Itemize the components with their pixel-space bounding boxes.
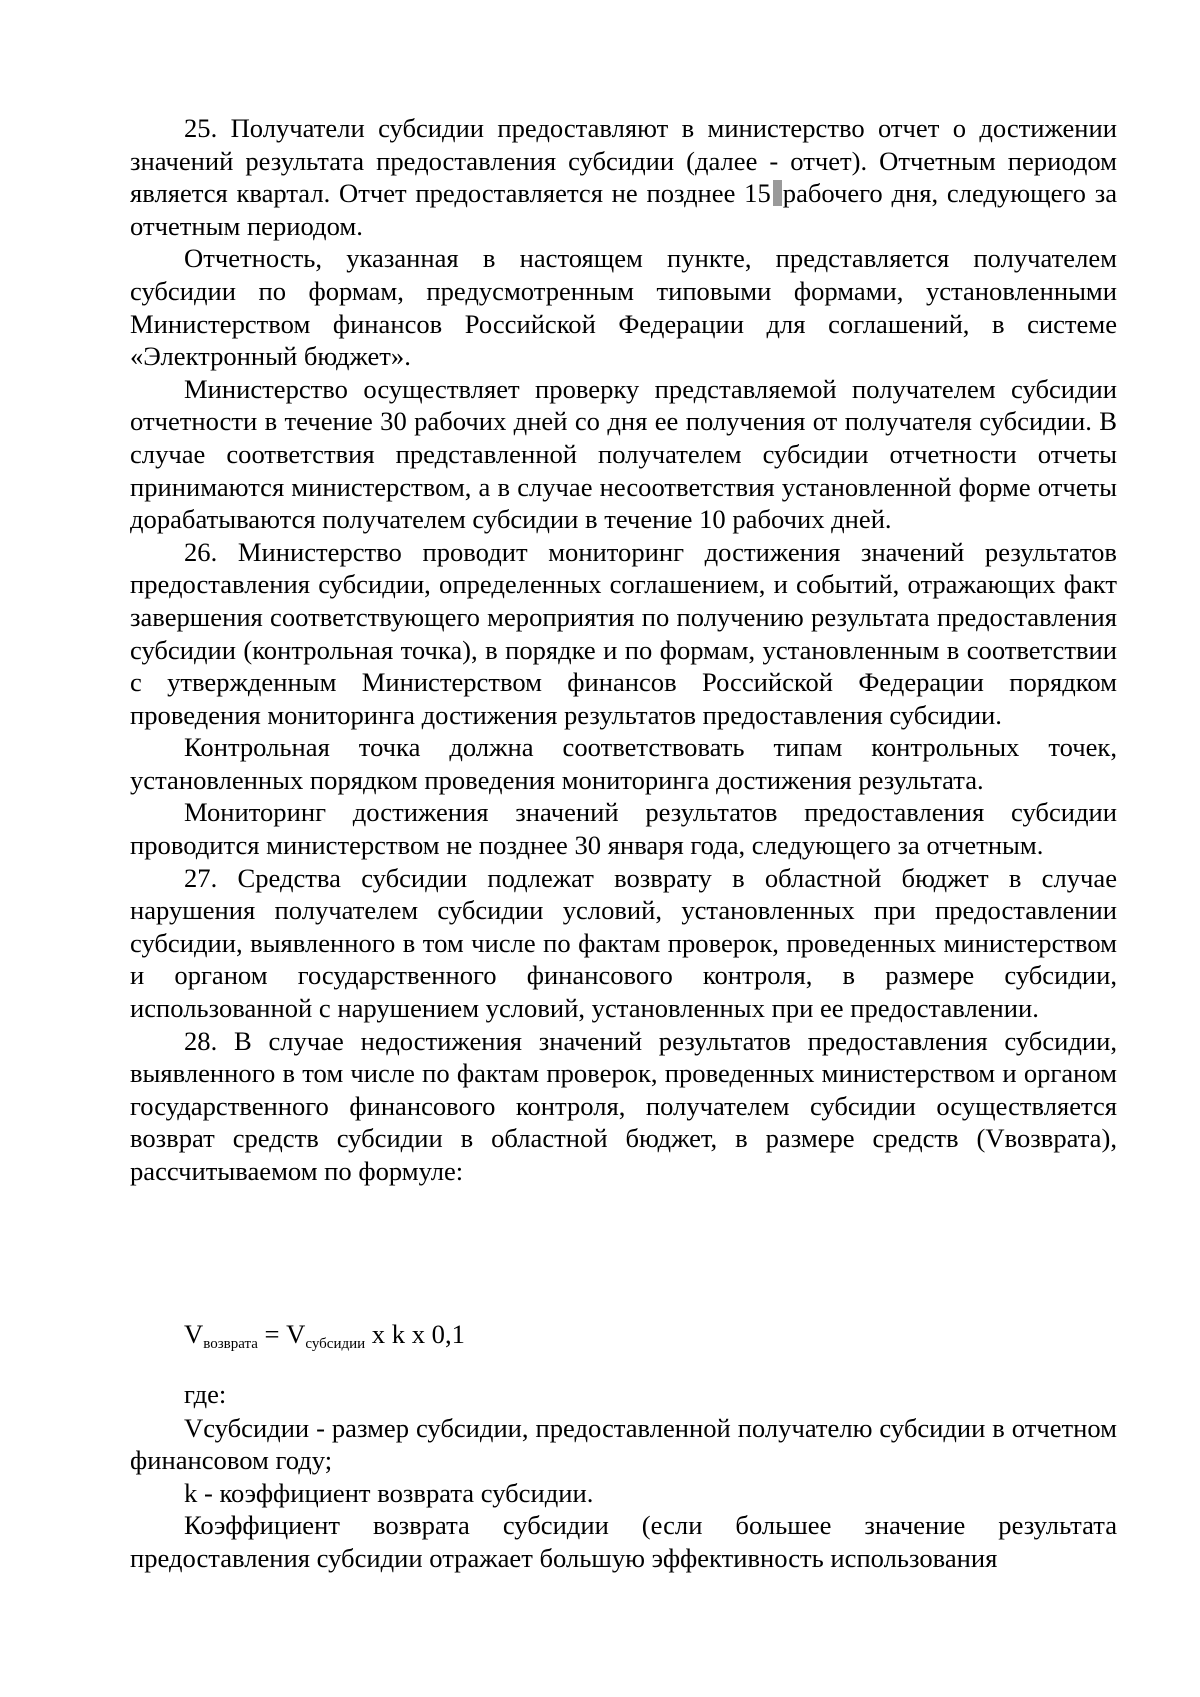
paragraph-26-monitoring: Мониторинг достижения значений результатов предоставления субсидии проводится министерством не позднее 30 января года, следующего за отчетным. [130,797,1117,861]
formula-equals: = [257,1319,287,1349]
paragraph-25-check: Министерство осуществляет проверку представляемой получателем субсидии отчетности в течение 30 рабочих дней со дня ее получения от получателя субсидии. В случае соответствия представленной получателем субсидии отчетности отчеты принимаются министерством, а в случае несоответствия установленной форме отчеты дорабатываются получателем субсидии в течение 10 рабочих дней. [130,373,1117,535]
formula-rhs-subscript: субсидии [305,1336,366,1352]
formula-lhs-subscript: возврата [203,1336,258,1352]
definition-v-subsidy: Vсубсидии - размер субсидии, предоставленной получателю субсидии в отчетном финансовом году; [130,1412,1117,1476]
formula-lhs: V [184,1319,204,1349]
text-cursor-highlight [773,180,782,206]
main-text [130,112,1117,1188]
paragraph-25-reporting: Отчетность, указанная в настоящем пункте, представляется получателем субсидии по формам, предусмотренным типовыми формами, установленными Министерством финансов Российской Федерации для соглашений, в системе «Электронный бюджет». [130,243,1117,372]
paragraph-25 [130,112,1117,242]
definition-coefficient: Коэффициент возврата субсидии (если большее значение результата предоставления субсидии отражает большую эффективность использования [130,1510,1117,1573]
definition-k: k - коэффициент возврата субсидии. [184,1477,594,1508]
formula-rhs: V [286,1319,306,1349]
paragraph-25-end: рабочего дня, следующего за отчетным периодом. [130,178,1117,241]
paragraph-28: 28. В случае недостижения значений результатов предоставления субсидии, выявленного в том числе по фактам проверок, проведенных министерством и органом государственного финансового контроля, получателем субсидии осуществляется возврат средств субсидии в областной бюджет, в размере средств (Vвозврата), рассчитываемом по формуле: [130,1025,1117,1186]
paragraph-25-start: 25. Получатели субсидии предоставляют в министерство отчет о достижении значений результата предоставления субсидии (далее - отчет). Отчетным периодом является квартал. Отчет предоставляется не позднее 15 [130,113,1117,209]
where-label: где: [184,1379,227,1409]
paragraph-26-control-point: Контрольная точка должна соответствовать типам контрольных точек, установленных порядком проведения мониторинга достижения результата. [130,732,1117,795]
formula-tail: x k x 0,1 [365,1319,465,1349]
return-formula [184,1318,465,1350]
definitions-text [130,1378,1117,1575]
paragraph-27: 27. Средства субсидии подлежат возврату в областной бюджет в случае нарушения получателем субсидии условий, установленных при предоставлении субсидии, выявленного в том числе по фактам проверок, проведенных министерством и органом государственного финансового контроля, в размере субсидии, использованной с нарушением условий, установленных при ее предоставлении. [130,862,1117,1024]
paragraph-26: 26. Министерство проводит мониторинг достижения значений результатов предоставления субсидии, определенных соглашением, и событий, отражающих факт завершения соответствующего мероприятия по получению результата предоставления субсидии (контрольная точка), в порядке и по формам, установленным в соответствии с утвержденным Министерством финансов Российской Федерации порядком проведения мониторинга достижения результатов предоставления субсидии. [130,536,1117,730]
